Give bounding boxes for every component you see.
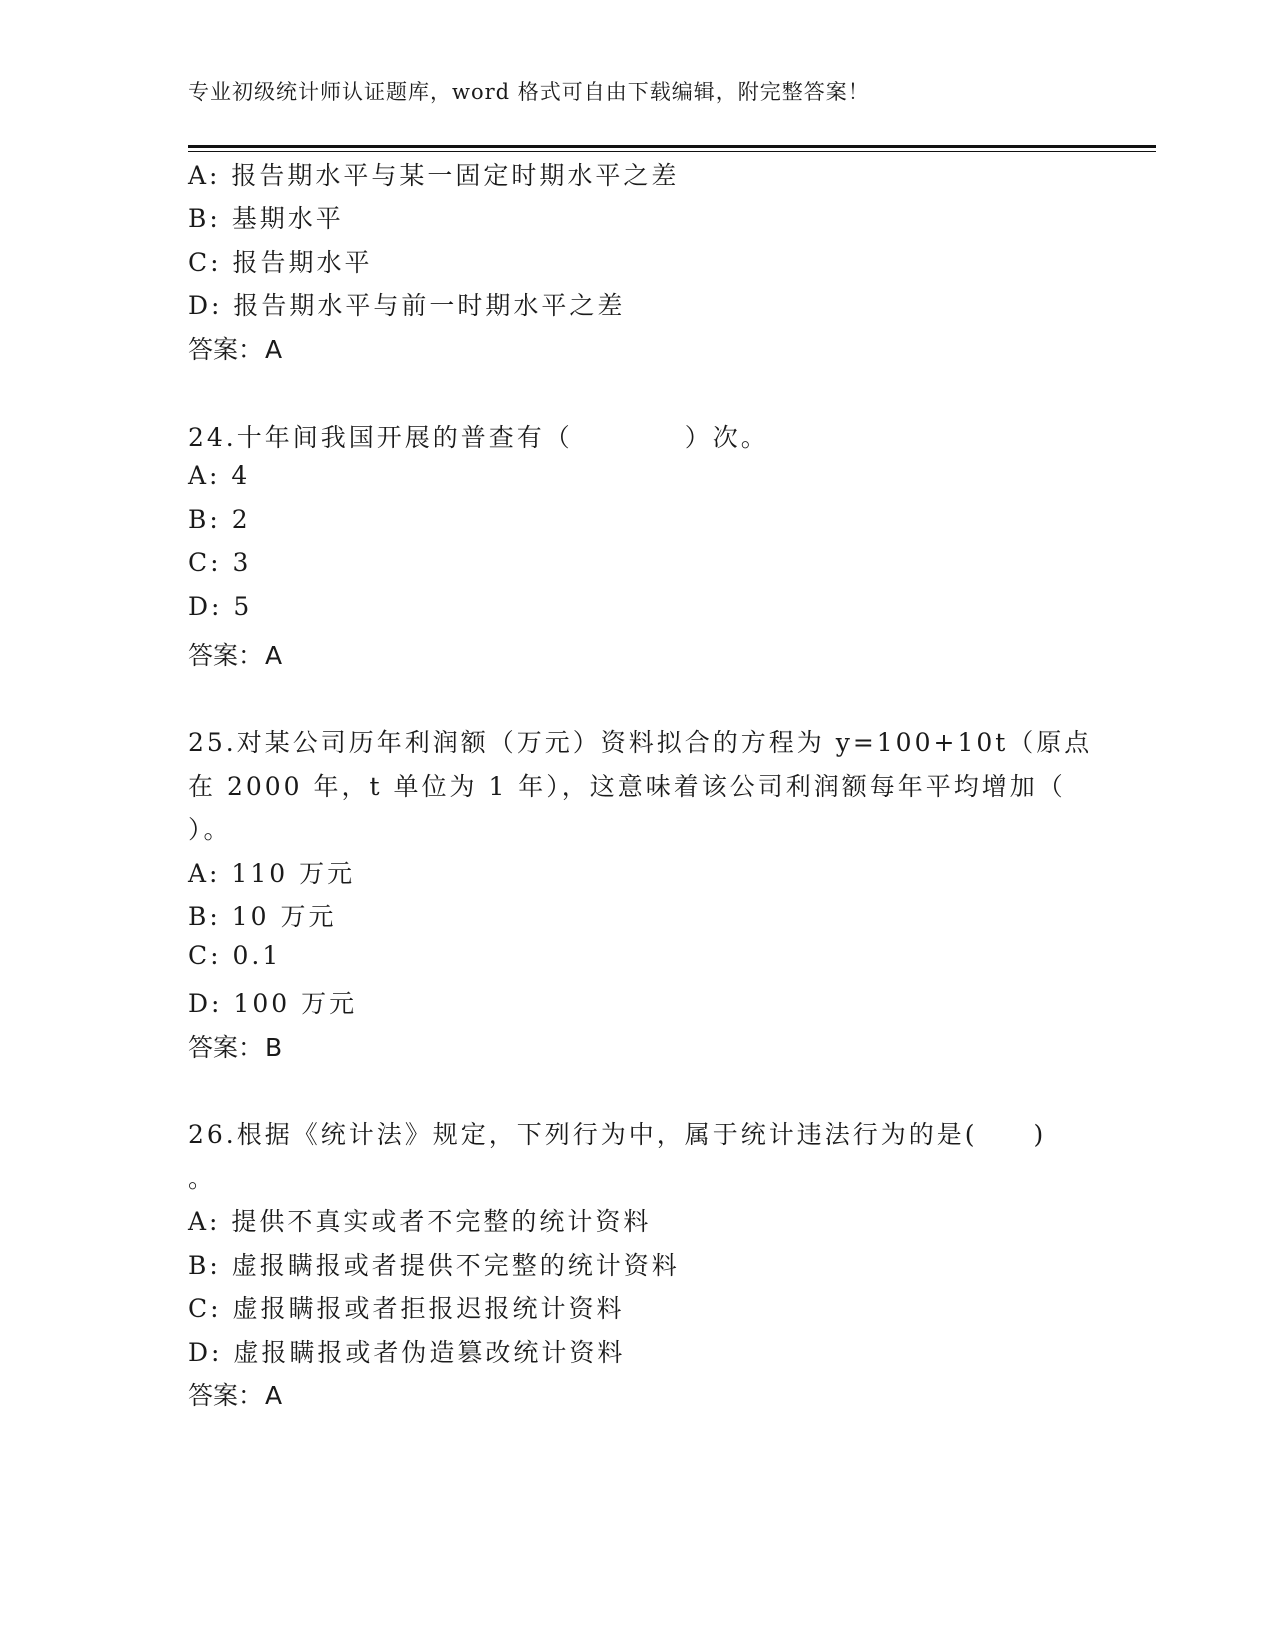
- q24-option-a: A: 4: [188, 461, 251, 490]
- q26-answer-value: A: [265, 1381, 283, 1410]
- q24-answer-value: A: [265, 641, 283, 670]
- q23-option-a: A: 报告期水平与某一固定时期水平之差: [188, 161, 680, 190]
- q25-answer-label: 答案：: [188, 1033, 264, 1062]
- q26-stem-line-1: 26.根据《统计法》规定，下列行为中，属于统计违法行为的是( ): [188, 1120, 1047, 1149]
- q23-answer-value: A: [265, 335, 283, 364]
- q26-option-a: A: 提供不真实或者不完整的统计资料: [188, 1207, 652, 1236]
- q24-option-b: B: 2: [188, 505, 251, 534]
- header-rule-thick: [188, 145, 1156, 148]
- q25-stem-line-3: ）。: [188, 815, 232, 844]
- q25-option-b: B: 10 万元: [188, 902, 337, 931]
- q26-stem-line-2: 。: [188, 1164, 217, 1193]
- q25-option-a: A: 110 万元: [188, 859, 356, 888]
- q25-answer: [188, 1028, 282, 1064]
- header-rule-thin: [188, 151, 1156, 152]
- q23-option-d: D: 报告期水平与前一时期水平之差: [188, 291, 626, 320]
- q24-option-c: C: 3: [188, 548, 252, 577]
- q24-answer: [188, 636, 282, 672]
- q25-option-c: C: 0.1: [188, 941, 282, 970]
- q25-stem-line-1: 25.对某公司历年利润额（万元）资料拟合的方程为 y=100+10t（原点: [188, 728, 1093, 757]
- q26-option-c: C: 虚报瞒报或者拒报迟报统计资料: [188, 1294, 625, 1323]
- q26-option-d: D: 虚报瞒报或者伪造篡改统计资料: [188, 1338, 626, 1367]
- q26-answer: [188, 1376, 282, 1412]
- q24-option-d: D: 5: [188, 592, 253, 621]
- q23-option-c: C: 报告期水平: [188, 248, 373, 277]
- q25-option-d: D: 100 万元: [188, 989, 358, 1018]
- q23-answer: [188, 330, 282, 366]
- q26-option-b: B: 虚报瞒报或者提供不完整的统计资料: [188, 1251, 680, 1280]
- q23-option-b: B: 基期水平: [188, 204, 344, 233]
- q23-answer-label: 答案：: [188, 335, 264, 364]
- q26-answer-label: 答案：: [188, 1381, 264, 1410]
- q25-stem-line-2: 在 2000 年，t 单位为 1 年），这意味着该公司利润额每年平均增加（: [188, 772, 1066, 801]
- header-note: 专业初级统计师认证题库，word 格式可自由下载编辑，附完整答案！: [188, 80, 870, 104]
- q25-answer-value: B: [265, 1033, 283, 1062]
- q24-stem: 24.十年间我国开展的普查有（ ）次。: [188, 423, 769, 452]
- q24-answer-label: 答案：: [188, 641, 264, 670]
